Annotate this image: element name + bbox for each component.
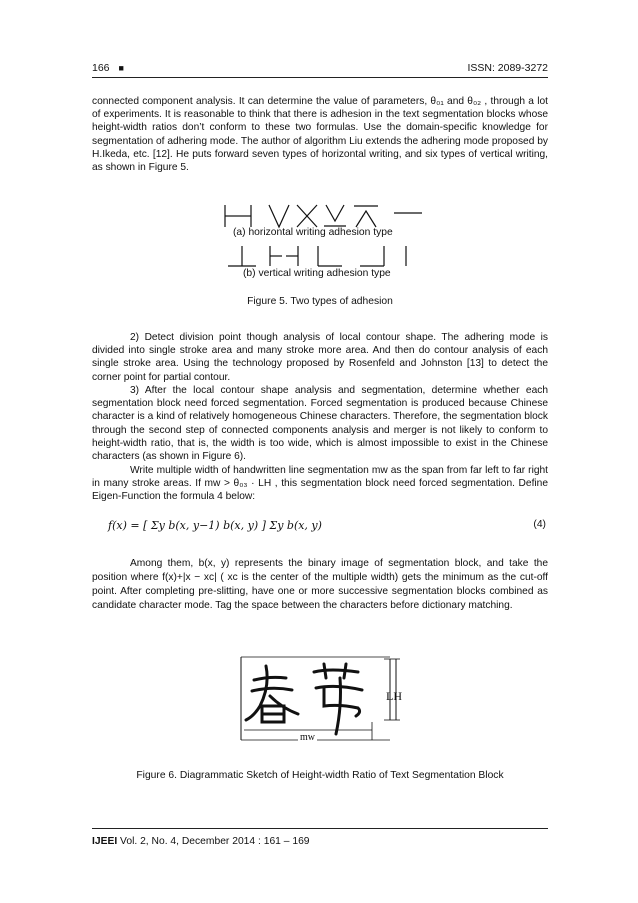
figure-5-vertical-types [226, 244, 426, 268]
page-number: 166 ■ [92, 62, 124, 74]
footer-details: Vol. 2, No. 4, December 2014 : 161 – 169 [117, 836, 310, 847]
paragraph-2: 2) Detect division point though analysis of local contour shape. The adhering mode is divided into single stroke area and many stroke more area. And then do contour analysis of each single stroke area. Using the technology proposed by Rosenfeld and Johnston [13] to detect the corner point for partial contour. [92, 332, 548, 383]
footer [92, 836, 310, 847]
figure-6-mw-label: mw [300, 732, 315, 743]
footer-rule [92, 828, 548, 829]
issn: ISSN: 2089-3272 [467, 62, 548, 74]
figure-6-sketch [240, 656, 404, 742]
figure-5-caption: Figure 5. Two types of adhesion [247, 296, 393, 307]
paragraph-3: 3) After the local contour shape analysis and segmentation, determine whether each segmentation block need forced segmentation. Forced segmentation is produced because Chinese character is a kind of relatively homogeneous Chinese characters. Therefore, the segmentation block through the second step of connected components analysis and merger is not likely to conform to height-width ratio, that is, the width is too wide, which is almost impossible to exist in the Chinese characters (as shown in Figure 6). [92, 385, 548, 463]
equation-number: (4) [533, 519, 546, 530]
header-rule [92, 77, 548, 78]
square-bullet: ■ [118, 63, 124, 73]
handwritten-char-2 [314, 664, 362, 734]
figure-6 [240, 656, 404, 742]
paragraph-1: connected component analysis. It can determine the value of parameters, θ₀₁ and θ₀₂ , through a lot of experiments. It is reasonable to think that there is adhesion in the text segmentation blocks whose height-width ratios don’t conform to these two formulas. Use the domain-specific knowledge for segmentation of adhering mode. The author of algorithm Liu extends the adhering mode proposed by H.Ikeda, etc. [12]. He puts forward seven types of horizontal writing, and six types of vertical writing, as shown in Figure 5. [92, 96, 548, 174]
figure-5-horizontal-types [222, 203, 432, 229]
figure-6-caption: Figure 6. Diagrammatic Sketch of Height-width Ratio of Text Segmentation Block [136, 770, 504, 781]
paragraph-5: Among them, b(x, y) represents the binary image of segmentation block, and take the position where f(x)+|x − xc| ( xc is the center of the multiple width) gets the minimum as the cut-off point. After completing pre-slitting, have one or more successive segmentation blocks combined as candidate character mode. Tag the space between the characters before dictionary matching. [92, 558, 548, 611]
equation-formula: f(x) = [ Σy b(x, y−1) b(x, y) ] Σy b(x, y) [108, 519, 322, 532]
figure-6-lh-label: LH [386, 689, 402, 703]
figure-5a-label: (a) horizontal writing adhesion type [233, 227, 393, 238]
footer-journal: IJEEI [92, 836, 118, 847]
handwritten-char-1 [246, 666, 298, 722]
figure-5b-label: (b) vertical writing adhesion type [243, 268, 391, 279]
paragraph-4: Write multiple width of handwritten line segmentation mw as the span from far left to far right in many stroke areas. If mw > θ₀₃ · LH , this segmentation block need forced segmentation. Define Eigen-Function the formula 4 below: [92, 465, 548, 503]
